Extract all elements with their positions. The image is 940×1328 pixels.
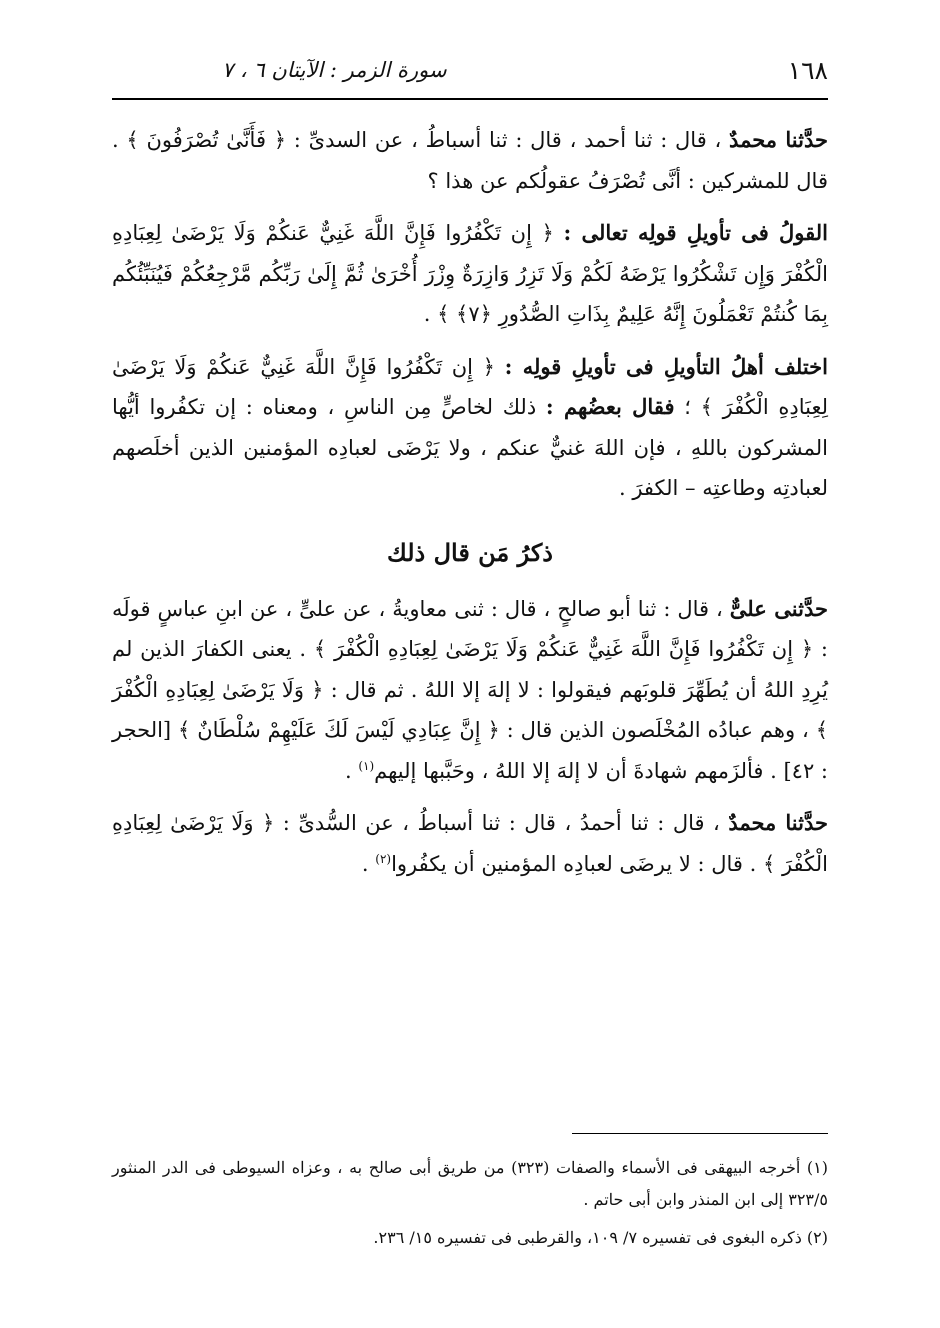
paragraph — [112, 589, 828, 792]
footnote-rule — [572, 1133, 828, 1134]
paragraph — [112, 120, 828, 201]
paragraph — [112, 213, 828, 335]
header-rule — [112, 98, 828, 100]
paragraph-lead: اختلف أهلُ التأويلِ فى تأويلِ قولِه : — [504, 353, 828, 379]
paragraph-lead: حدَّثنا محمدٌ — [728, 810, 828, 835]
paragraph-text: ذلك لخاصٍّ مِن الناسِ ، ومعناه : إن تكفُروا أيُّها المشركون باللهِ ، فإن اللهَ غنيٌّ عنكم ، ولا يَرْضَى لعبادِه المؤمنين الذين أخلَصهم لعبادتِه وطاعتِه – الكفرَ . — [112, 395, 828, 500]
page-header — [112, 50, 828, 90]
running-title: سورة الزمر : الآيتان ٦ ، ٧ — [222, 58, 447, 82]
quran-verse: ﴿ إِن تَكْفُرُوا فَإِنَّ اللَّهَ غَنِيٌّ عَنكُمْ وَلَا يَرْضَىٰ لِعِبَادِهِ الْكُفْرَ ﴾ ؛ — [112, 354, 828, 419]
paragraph-text: ، قال : ثنا أحمد ، قال : ثنا أسباطُ ، عن السدىِّ : ﴿ فَأَنَّىٰ تُصْرَفُونَ ﴾ . قال للمشركين : أنَّى تُصْرَفُ عقولُكم عن هذا ؟ — [112, 128, 828, 193]
paragraph-lead: حدَّثنا محمدٌ — [729, 127, 828, 152]
paragraph-lead: فقال بعضُهم : — [545, 394, 675, 419]
section-heading: ذكرُ مَن قال ذلك — [387, 537, 553, 567]
quran-verse: ﴿ إِن تَكْفُرُوا فَإِنَّ اللَّهَ غَنِيٌّ عَنكُمْ وَلَا يَرْضَىٰ لِعِبَادِهِ الْكُفْرَ وَإِن تَشْكُرُوا يَرْضَهُ لَكُمْ وَلَا تَزِرُ وَازِرَةٌ وِزْرَ أُخْرَىٰ ثُمَّ إِلَىٰ رَبِّكُم مَّرْجِعُكُمْ فَيُنَبِّئُكُم بِمَا كُنتُمْ تَعْمَلُونَ إِنَّهُ عَلِيمٌ بِذَاتِ الصُّدُورِ ﴿٧﴾ ﴾ . — [112, 221, 828, 326]
footnote: (١) أخرجه البيهقى فى الأسماء والصفات (٣٢٣) من طريق أبى صالح به ، وعزاه السيوطى فى الدر المنثور ٣٢٣/٥ إلى ابن المنذر وابن أبى حاتم . — [112, 1158, 828, 1209]
paragraph-lead: القولُ فى تأويلِ قولِه تعالى : — [563, 220, 828, 245]
footnote-ref: (١) — [358, 758, 375, 773]
main-text — [112, 120, 828, 896]
paragraph-end: . — [344, 758, 359, 783]
paragraph-end: . — [361, 851, 376, 876]
page-number: ١٦٨ — [787, 55, 828, 85]
paragraph-lead: حدَّثنى علىٌّ — [729, 595, 828, 621]
footnote: (٢) ذكره البغوى فى تفسيره ٧/ ١٠٩، والقرطبى فى تفسيره ١٥/ ٢٣٦. — [373, 1228, 828, 1247]
footnotes — [112, 1152, 828, 1260]
paragraph — [112, 347, 828, 509]
footnote-ref: (٢) — [375, 851, 392, 866]
paragraph-text: ، قال : ثنا أحمدُ ، قال : ثنا أسباطُ ، عن السُّدىِّ : ﴿ وَلَا يَرْضَىٰ لِعِبَادِهِ الْكُفْرَ ﴾ . قال : لا يرضَى لعبادِه المؤمنين أن يكفُروا — [112, 811, 828, 876]
paragraph — [112, 803, 828, 884]
paragraph-text: ، قال : ثنا أبو صالحٍ ، قال : ثنى معاويةُ ، عن علىٍّ ، عن ابنِ عباسٍ قولَه : ﴿ إِن تَكْفُرُوا فَإِنَّ اللَّهَ غَنِيٌّ عَنكُمْ وَلَا يَرْضَىٰ لِعِبَادِهِ الْكُفْرَ ﴾ . يعنى الكفارَ الذين لم يُرِدِ اللهُ أن يُطَهِّرَ قلوبَهم فيقولوا : لا إلهَ إلا اللهُ . ثم قال : ﴿ وَلَا يَرْضَىٰ لِعِبَادِهِ الْكُفْرَ ﴾ ، وهم عبادُه المُخْلَصون الذين قال : ﴿ إِنَّ عِبَادِي لَيْسَ لَكَ عَلَيْهِمْ سُلْطَانٌ ﴾ [الحجر : ٤٢] . فألزَمهم شهادةَ أن لا إلهَ إلا اللهُ ، وحَبَّبها إليهم — [112, 596, 828, 783]
